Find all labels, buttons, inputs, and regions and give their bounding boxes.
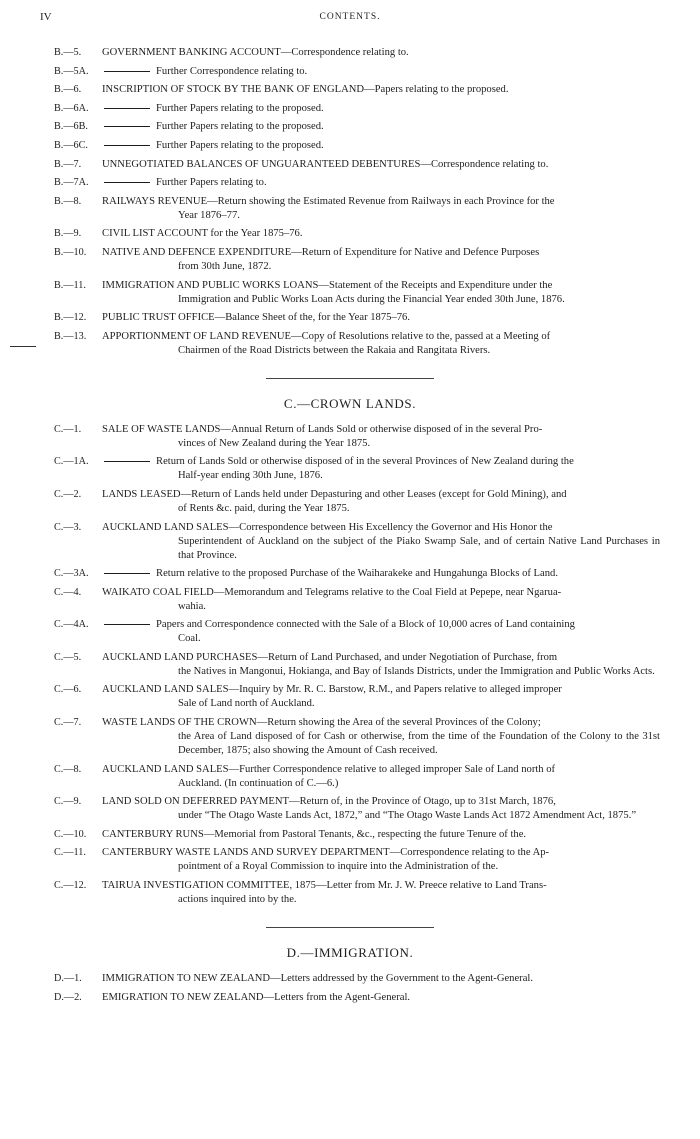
contents-entry	[40, 176, 660, 190]
entry-continuation: Immigration and Public Works Loan Acts during the Financial Year ended 30th June, 1876.	[178, 293, 565, 305]
entry-description: Further Papers relating to.	[156, 177, 267, 189]
entry-code: B.—6B.	[54, 121, 88, 133]
entry-title: APPORTIONMENT OF LAND REVENUE	[102, 330, 291, 342]
contents-entry	[40, 683, 660, 711]
entry-title: INSCRIPTION OF STOCK BY THE BANK OF ENGLAND	[102, 84, 365, 96]
section-d-list	[40, 972, 660, 1005]
entry-first-line	[102, 228, 303, 239]
entry-text	[102, 618, 660, 646]
entry-description: —Correspondence relating to the Ap-	[389, 847, 550, 859]
entry-code: B.—7A.	[54, 177, 89, 189]
entry-text	[102, 488, 660, 516]
entry-first-line	[102, 280, 552, 291]
entry-continuation: from 30th June, 1872.	[178, 260, 272, 272]
entry-text	[102, 879, 660, 907]
entry-title: AUCKLAND LAND PURCHASES	[102, 651, 258, 663]
entry-code: B.—6.	[54, 84, 82, 96]
contents-entry	[40, 423, 660, 451]
contents-entry	[40, 651, 660, 679]
entry-text	[102, 567, 660, 581]
entry-title: GOVERNMENT BANKING ACCOUNT	[102, 47, 281, 58]
entry-first-line	[102, 196, 555, 207]
entry-title: LAND SOLD ON DEFERRED PAYMENT	[102, 796, 289, 808]
entry-first-line	[102, 587, 561, 598]
entry-title: EMIGRATION TO NEW ZEALAND	[102, 991, 264, 1003]
entry-text	[102, 763, 660, 791]
entry-continuation: of Rents &c. paid, during the Year 1875.	[178, 502, 350, 514]
entry-description: —Balance Sheet of the, for the Year 1875–76.	[214, 312, 410, 324]
entry-code: C.—3A.	[54, 568, 89, 580]
entry-title: IMMIGRATION AND PUBLIC WORKS LOANS	[102, 279, 319, 291]
contents-entry	[40, 879, 660, 907]
entry-code: B.—7.	[54, 158, 82, 170]
entry-text	[102, 195, 660, 223]
entry-description: —Correspondence between His Excellency the Governor and His Honor the	[228, 521, 553, 533]
entry-text	[102, 65, 660, 79]
entry-description: —Return of Expenditure for Native and Defence Purposes	[291, 246, 540, 258]
entry-code: C.—9.	[54, 796, 82, 808]
entry-first-line	[102, 522, 552, 533]
entry-title: WAIKATO COAL FIELD	[102, 586, 214, 598]
entry-first-line	[102, 103, 324, 114]
contents-entry	[40, 195, 660, 223]
contents-entry	[40, 488, 660, 516]
entry-first-line	[102, 84, 509, 95]
entry-continuation: pointment of a Royal Commission to inquire into the Administration of the.	[178, 861, 499, 873]
entry-title: AUCKLAND LAND SALES	[102, 684, 229, 696]
entry-first-line	[102, 140, 324, 151]
contents-entry	[40, 46, 660, 60]
entry-first-line	[102, 247, 539, 258]
contents-entry	[40, 227, 660, 241]
running-head: CONTENTS.	[319, 12, 381, 22]
entry-description: —Annual Return of Lands Sold or otherwise disposed of in the several Pro-	[220, 423, 543, 435]
entry-text	[102, 120, 660, 134]
entry-description: —Letters addressed by the Government to the Agent-General.	[270, 973, 534, 985]
contents-entry	[40, 455, 660, 483]
entry-continuation: under “The Otago Waste Lands Act, 1872,” and “The Otago Waste Lands Act 1872 Amendment Act, 1875.”	[178, 810, 637, 822]
contents-entry	[40, 279, 660, 307]
entry-continuation: Auckland. (In continuation of C.—6.)	[178, 777, 339, 789]
ditto-rule	[104, 461, 150, 462]
entry-code: B.—10.	[54, 246, 87, 258]
entry-description: —Further Correspondence relative to alleged improper Sale of Land north of	[228, 763, 556, 775]
contents-entry	[40, 102, 660, 116]
entry-code: C.—4A.	[54, 619, 89, 631]
entry-first-line	[102, 331, 550, 342]
contents-entry	[40, 311, 660, 325]
entry-code: B.—6C.	[54, 139, 88, 151]
entry-code: C.—3.	[54, 521, 82, 533]
entry-first-line	[102, 717, 541, 728]
entry-first-line	[102, 880, 547, 891]
entry-first-line	[102, 829, 526, 840]
entry-continuation: Sale of Land north of Auckland.	[178, 698, 315, 710]
section-c-list	[40, 423, 660, 907]
entry-first-line	[102, 847, 549, 858]
entry-code: C.—1.	[54, 423, 82, 435]
entry-first-line	[102, 66, 307, 77]
contents-entry	[40, 83, 660, 97]
entry-first-line	[102, 684, 562, 695]
section-c-heading: C.—CROWN LANDS.	[283, 395, 417, 411]
entry-description: for the Year 1875–76.	[207, 228, 303, 240]
entry-description: —Return of Lands held under Depasturing and other Leases (except for Gold Mining), and	[180, 488, 567, 500]
entry-continuation: the Area of Land disposed of for Cash or otherwise, from the time of the Foundation of the Colony to the 31st December, 1875; also showing the Amount of Cash received.	[178, 731, 660, 757]
contents-entry	[40, 795, 660, 823]
entry-code: C.—1A.	[54, 456, 89, 468]
entry-code: B.—5.	[54, 47, 82, 58]
entry-text	[102, 227, 660, 241]
entry-title: RAILWAYS REVENUE	[102, 195, 208, 207]
entry-first-line	[102, 652, 557, 663]
entry-continuation: actions inquired into by the.	[178, 894, 297, 906]
entry-code: C.—6.	[54, 684, 82, 696]
entry-text	[102, 521, 660, 563]
entry-title: WASTE LANDS OF THE CROWN	[102, 717, 257, 729]
entry-text	[102, 246, 660, 274]
entry-continuation: Half-year ending 30th June, 1876.	[178, 470, 323, 482]
contents-entry	[40, 330, 660, 358]
section-divider	[266, 378, 434, 379]
entry-code: C.—12.	[54, 880, 87, 892]
entry-description: —Return showing the Area of the several Provinces of the Colony;	[256, 717, 541, 729]
entry-text	[102, 423, 660, 451]
entry-title: CANTERBURY RUNS	[102, 828, 204, 840]
entry-first-line	[102, 47, 409, 58]
page-number: IV	[40, 11, 52, 23]
entry-text	[102, 279, 660, 307]
contents-entry	[40, 246, 660, 274]
entry-text	[102, 991, 660, 1005]
entry-text	[102, 846, 660, 874]
entry-first-line	[102, 424, 542, 435]
entry-first-line	[102, 456, 574, 467]
entry-description: —Letters from the Agent-General.	[263, 991, 411, 1003]
entry-text	[102, 158, 660, 172]
entry-first-line	[102, 568, 558, 579]
contents-entry	[40, 139, 660, 153]
entry-code: B.—8.	[54, 195, 82, 207]
section-d-heading: D.—IMMIGRATION.	[286, 945, 414, 961]
ditto-rule	[104, 624, 150, 625]
entry-code: C.—5.	[54, 651, 82, 663]
ditto-rule	[104, 71, 150, 72]
entry-text	[102, 455, 660, 483]
contents-entry	[40, 567, 660, 581]
entry-title: LANDS LEASED	[102, 488, 181, 500]
entry-code: B.—11.	[54, 279, 86, 291]
ditto-rule	[104, 108, 150, 109]
entry-description: —Inquiry by Mr. R. C. Barstow, R.M., and Papers relative to alleged improper	[228, 684, 562, 696]
entry-continuation: vinces of New Zealand during the Year 1875.	[178, 437, 371, 449]
entry-code: B.—12.	[54, 312, 87, 324]
entry-description: —Memorial from Pastoral Tenants, &c., respecting the future Tenure of the.	[203, 828, 527, 840]
entry-first-line	[102, 619, 575, 630]
entry-text	[102, 828, 660, 842]
entry-text	[102, 46, 660, 60]
contents-entry	[40, 763, 660, 791]
entry-continuation: Coal.	[178, 633, 201, 645]
entry-description: Papers and Correspondence connected with the Sale of a Block of 10,000 acres of Land containing	[156, 619, 575, 631]
page-header	[40, 10, 660, 28]
section-divider	[266, 927, 434, 928]
entry-title: TAIRUA INVESTIGATION COMMITTEE, 1875	[102, 880, 316, 892]
entry-first-line	[102, 121, 324, 132]
entry-description: —Return of, in the Province of Otago, up to 31st March, 1876,	[288, 796, 556, 808]
entry-continuation: the Natives in Mangonui, Hokianga, and Bay of Islands Districts, under the Immigration and Public Works Acts.	[178, 665, 655, 677]
contents-entry	[40, 991, 660, 1005]
contents-entry	[40, 521, 660, 563]
entry-text	[102, 176, 660, 190]
entry-description: —Return showing the Estimated Revenue from Railways in each Province for the	[207, 195, 555, 207]
entry-title: UNNEGOTIATED BALANCES OF UNGUARANTEED DEBENTURES	[102, 158, 421, 170]
entry-first-line	[102, 177, 267, 188]
contents-entry	[40, 120, 660, 134]
entry-description: Return of Lands Sold or otherwise disposed of in the several Provinces of New Zealand during the	[156, 456, 574, 468]
entry-continuation: Superintendent of Auckland on the subject of the Piako Swamp Sale, and of certain Native Land Purchases in that Province.	[178, 535, 660, 561]
entry-description: —Letter from Mr. J. W. Preece relative to Land Trans-	[315, 880, 547, 892]
entry-title: AUCKLAND LAND SALES	[102, 521, 229, 533]
contents-entry	[40, 716, 660, 758]
entry-description: Further Papers relating to the proposed.	[156, 102, 324, 114]
entry-code: D.—2.	[54, 991, 82, 1003]
entry-text	[102, 586, 660, 614]
entry-title: SALE OF WASTE LANDS	[102, 423, 221, 435]
entry-code: B.—5A.	[54, 65, 89, 77]
contents-entry	[40, 972, 660, 986]
entry-title: CIVIL LIST ACCOUNT	[102, 228, 208, 240]
entry-title: AUCKLAND LAND SALES	[102, 763, 229, 775]
entry-description: Further Papers relating to the proposed.	[156, 139, 324, 151]
entry-description: Further Papers relating to the proposed.	[156, 121, 324, 133]
entry-title: NATIVE AND DEFENCE EXPENDITURE	[102, 246, 292, 258]
entry-code: C.—7.	[54, 717, 82, 729]
entry-continuation: Year 1876–77.	[178, 209, 240, 221]
entry-code: B.—9.	[54, 228, 82, 240]
entry-description: —Statement of the Receipts and Expenditure under the	[318, 279, 553, 291]
entry-first-line	[102, 159, 548, 170]
entry-text	[102, 139, 660, 153]
ditto-rule	[104, 126, 150, 127]
entry-text	[102, 83, 660, 97]
entry-text	[102, 683, 660, 711]
entry-first-line	[102, 796, 556, 807]
entry-first-line	[102, 312, 410, 323]
entry-first-line	[102, 992, 410, 1003]
entry-code: B.—13.	[54, 330, 87, 342]
entry-continuation: Chairmen of the Road Districts between the Rakaia and Rangitata Rivers.	[178, 344, 491, 356]
entry-description: Further Correspondence relating to.	[156, 65, 308, 77]
entry-description: —Memorandum and Telegrams relative to the Coal Field at Pepepe, near Ngarua-	[213, 586, 562, 598]
contents-entry	[40, 618, 660, 646]
entry-text	[102, 102, 660, 116]
entry-description: —Papers relating to the proposed.	[364, 84, 509, 96]
entry-text	[102, 795, 660, 823]
contents-entry	[40, 586, 660, 614]
margin-pencil-mark	[10, 346, 36, 347]
entry-text	[102, 311, 660, 325]
entry-code: D.—1.	[54, 973, 82, 985]
entry-text	[102, 651, 660, 679]
entry-title: IMMIGRATION TO NEW ZEALAND	[102, 973, 271, 985]
contents-entry	[40, 828, 660, 842]
ditto-rule	[104, 573, 150, 574]
entry-description: —Copy of Resolutions relative to the, passed at a Meeting of	[290, 330, 551, 342]
entry-description: —Return of Land Purchased, and under Negotiation of Purchase, from	[257, 651, 558, 663]
entry-description: —Correspondence relating to.	[280, 47, 409, 58]
ditto-rule	[104, 182, 150, 183]
entry-code: C.—4.	[54, 586, 82, 598]
entry-text	[102, 716, 660, 758]
entry-code: C.—10.	[54, 828, 87, 840]
entry-description: —Correspondence relating to.	[420, 158, 549, 170]
entry-code: C.—11.	[54, 847, 86, 859]
entry-code: C.—2.	[54, 488, 82, 500]
entry-continuation: wahia.	[178, 600, 206, 612]
entry-title: CANTERBURY WASTE LANDS AND SURVEY DEPARTMENT	[102, 847, 390, 859]
entry-description: Return relative to the proposed Purchase of the Waiharakeke and Hungahunga Blocks of Land.	[156, 568, 558, 580]
entry-title: PUBLIC TRUST OFFICE	[102, 312, 215, 324]
entry-code: B.—6A.	[54, 102, 89, 114]
ditto-rule	[104, 145, 150, 146]
contents-entry	[40, 846, 660, 874]
contents-entry	[40, 158, 660, 172]
section-b-list	[40, 46, 660, 358]
entry-code: C.—8.	[54, 763, 82, 775]
entry-first-line	[102, 489, 567, 500]
entry-text	[102, 330, 660, 358]
entry-first-line	[102, 764, 555, 775]
entry-text	[102, 972, 660, 986]
contents-entry	[40, 65, 660, 79]
entry-first-line	[102, 973, 533, 984]
